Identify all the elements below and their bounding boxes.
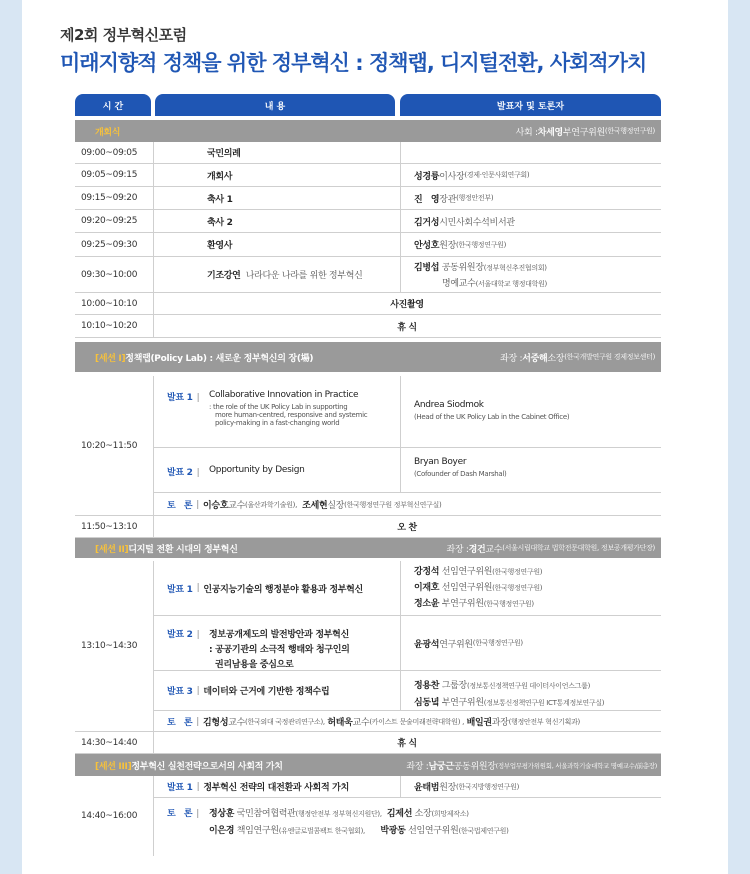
session1-presentation-2: 발표 2 | Opportunity by Design Bryan Boyer (Cofounder of Dash Marshal) [153,448,661,493]
session1-body: 10:20~11:50 발표 1 | Collaborative Innovation in Practice : the role of the UK Policy Lab in supporting more human-centred, responsive and systemic policy-making in a fast-changing world Andrea Siodmok (Head of the UK Policy Lab in the Cabinet Office) 발표 2 | Opportunity by Design Bryan Boyer (Cofounder of Dash Marshal) 토 론 | 이승호 교수 (울산과학기술원), 조세현 실장 (한국행정연구원 정부혁신연구실) [75,376,661,516]
session3-bar: [세션 III] 정부혁신 실천전략으로서의 사회적 가치 좌장 : 남궁근 공동위원장 (정부업무평가위원회, 서울과학기술대학교 명예교수/前총장) [75,754,661,776]
column-header-content: 내 용 [155,94,395,116]
program-table [75,120,661,874]
session3-discussion: 토 론 | 정상훈 국민참여협력관(행정안전부 정부혁신지원단), 김제선 소장(희망제작소) 이은경 책임연구원(유엔글로벌콤팩트 한국협회), 박광동 선임연구위원(한국법제연구원) [167,809,509,836]
session2-body: 13:10~14:30 발표 1 | 인공지능기술의 행정분야 활용과 정부혁신 강정석 선임연구위원(한국행정연구원) 이재호 선임연구위원(한국행정연구원) 정소윤 부연구위원(한국행정연구원) 발표 2 | 정보공개제도의 발전방안과 정부혁신 : 공공기관의 소극적 행태와 청구인의 권리남용을 중심으로 윤광석 연구위원 (한국행정연구원) 발표 3 | 데이터와 근거에 기반한 정책수립 정용찬 그룹장(정보통신정책연구원 데이터사이언스그룹) 심동녘 부연구위원(정보통신정책연구원 ICT통계정보연구실) 토 론 | 김형성 교수 (한국외대 국정관리연구소), 허태욱 교수 (카이스트 문술미래전략대학원) , 배일권 과장 (행정안전부 혁신기획과) [75,561,661,732]
session3-presentation-1: 발표 1 | 정부혁신 전략의 대전환과 사회적 가치 윤태범 원장 (한국지방행정연구원) [153,776,661,798]
opening-bar [75,120,661,142]
schedule-row: 09:00~09:05 국민의례 [75,142,661,164]
session1-discussion: 토 론 | 이승호 교수 (울산과학기술원), 조세현 실장 (한국행정연구원 정부혁신연구실) [167,499,442,511]
lunch-row: 11:50~13:10 오 찬 [75,516,661,538]
session2-bar: [세션 II] 디지털 전환 시대의 정부혁신 좌장 : 경건 교수 (서울시립대학교 법학전문대학원, 정보공개평가단장) [75,538,661,558]
session2-presentation-2: 발표 2 | 정보공개제도의 발전방안과 정부혁신 : 공공기관의 소극적 행태와 청구인의 권리남용을 중심으로 윤광석 연구위원 (한국행정연구원) [153,616,661,671]
break-row-2: 14:30~14:40 휴 식 [75,732,661,754]
session2-discussion: 토 론 | 김형성 교수 (한국외대 국정관리연구소), 허태욱 교수 (카이스트 문술미래전략대학원) , 배일권 과장 (행정안전부 혁신기획과) [167,716,580,728]
photo-row: 10:00~10:10 사진촬영 [75,293,661,315]
session1-bar: [세션 I] 정책랩(Policy Lab) : 새로운 정부혁신의 장(場) 좌장 : 서중해 소장 (한국개발연구원 경제정보센터) [75,342,661,372]
opening-chair: 사회 : 차세영 부연구위원 (한국행정연구원) [515,127,655,138]
schedule-row: 09:05~09:15 개회사 성경륭 이사장 (경제·인문사회연구회) [75,164,661,187]
schedule-row: 09:25~09:30 환영사 안성호 원장 (한국행정연구원) [75,233,661,257]
schedule-row: 09:20~09:25 축사 2 김거성 시민사회수석비서관 [75,210,661,233]
session2-presentation-1: 발표 1 | 인공지능기술의 행정분야 활용과 정부혁신 강정석 선임연구위원(한국행정연구원) 이재호 선임연구위원(한국행정연구원) 정소윤 부연구위원(한국행정연구원) [153,561,661,616]
schedule-row: 09:15~09:20 축사 1 진 영 장관 (행정안전부) [75,187,661,210]
opening-label: 개회식 [95,127,121,138]
forum-subtitle: 제2회 정부혁신포럼 [60,26,187,44]
break-row: 10:10~10:20 휴 식 [75,315,661,338]
keynote-row: 09:30~10:00 기조강연 나라다운 나라를 위한 정부혁신 김병섭 공동위원장(정부혁신추진협의회) 명예교수(서울대학교 행정대학원) [75,257,661,293]
column-header-speakers: 발표자 및 토론자 [400,94,661,116]
session1-presentation-1: 발표 1 | Collaborative Innovation in Practice : the role of the UK Policy Lab in supporting more human-centred, responsive and systemic policy-making in a fast-changing world Andrea Siodmok (Head of the UK Policy Lab in the Cabinet Office) [153,376,661,448]
session2-presentation-3: 발표 3 | 데이터와 근거에 기반한 정책수립 정용찬 그룹장(정보통신정책연구원 데이터사이언스그룹) 심동녘 부연구위원(정보통신정책연구원 ICT통계정보연구실) [153,671,661,711]
session3-body: 14:40~16:00 발표 1 | 정부혁신 전략의 대전환과 사회적 가치 윤태범 원장 (한국지방행정연구원) 토 론 | 정상훈 국민참여협력관(행정안전부 정부혁신지원단), 김제선 소장(희망제작소) 이은경 책임연구원(유엔글로벌콤팩트 한국협회), 박광동 선임연구위원(한국법제연구원) [75,776,661,856]
column-header-time: 시 간 [75,94,151,116]
forum-title: 미래지향적 정책을 위한 정부혁신 : 정책랩, 디지털전환, 사회적가치 [60,51,647,75]
